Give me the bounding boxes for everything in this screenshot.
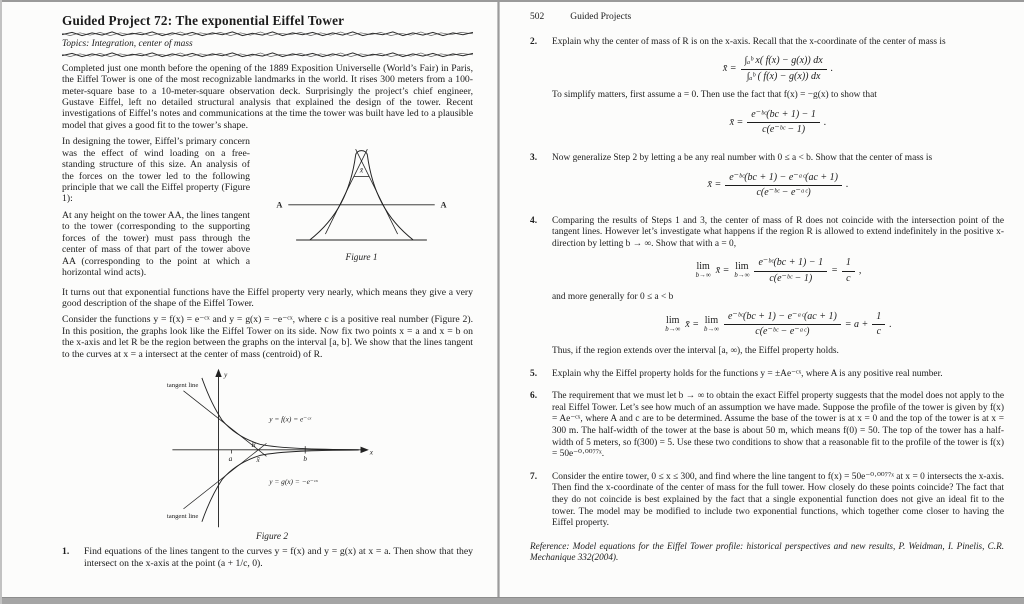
lim-subscript: b→∞ xyxy=(695,272,711,280)
tangent-line-lower xyxy=(183,444,266,509)
limit-formula-a0 xyxy=(552,257,1004,285)
tower-right-profile xyxy=(367,155,413,240)
figure2-drawing xyxy=(163,365,381,531)
step-text: The requirement that we must let b → ∞ to obtain the exact Eiffel property suggests that the model does not apply to the real Eiffel Tower. Let’s see how much of an assumption we have made. Suppose the profile of the tower is given by f(x) = Ae⁻ᶜˣ, where A and c are to be determined. Assume the base of the tower is at x = 0 and the top of the tower is at x = 300 m. The half-width of the tower at the base is about 50 m, which means f(0) = 50. The top of the tower has a half-width of 5 meters, so f(300) = 5. Use these two conditions to show that a reasonable fit to the profile of the tower is f(x) = 50e⁻⁰·⁰⁰⁷⁷ˣ. xyxy=(552,391,1004,460)
curve-g-label: y = g(x) = −e⁻ᶜˣ xyxy=(269,477,318,487)
tick-b-label: b xyxy=(303,454,308,464)
figure2-caption: Figure 2 xyxy=(256,532,288,543)
step-text: Now generalize Step 2 by letting a be any real number with 0 ≤ a < b. Show that the center of mass is xyxy=(552,152,933,163)
step-number: 5. xyxy=(530,368,538,379)
lim-word: lim xyxy=(704,315,719,327)
fraction xyxy=(724,311,841,339)
step-text: Comparing the results of Steps 1 and 3, the center of mass of R does not coincide with the intersection point of the tangent lines. However let’s investigate what happens if the region R is allowed to extend indefinitely in the positive x-direction by letting b → ∞. Show that with a = 0, xyxy=(552,215,1004,249)
page-right xyxy=(500,0,1024,604)
paragraph-eiffel-property: At any height on the tower AA, the lines tangent to the tower (corresponding to the supporting forces of the tower) must pass through the center of mass of that part of the tower above AA (corresponding to the point at which a horizontal wind acts). xyxy=(62,209,250,279)
lim-word: lim xyxy=(735,261,749,273)
fraction xyxy=(725,172,842,200)
formula-end: . xyxy=(889,318,892,330)
y-axis-arrow xyxy=(215,369,221,377)
limit-operator xyxy=(665,316,680,334)
simplified-formula xyxy=(552,109,1004,137)
fraction xyxy=(754,257,827,285)
figure1 xyxy=(250,136,473,283)
scan-left-edge xyxy=(0,0,2,604)
running-header xyxy=(530,12,1004,24)
fraction xyxy=(747,109,820,137)
step-number: 7. xyxy=(530,471,538,482)
limit-operator xyxy=(704,316,719,334)
page-number: 502 xyxy=(530,12,545,22)
lim-subscript: b→∞ xyxy=(665,326,681,334)
formula-lhs: x̄ = xyxy=(707,179,722,191)
x-axis-label: x xyxy=(369,447,374,457)
paragraph-consider: Consider the functions y = f(x) = e⁻ᶜˣ and y = g(x) = −e⁻ᶜˣ, where c is a positive real number (Figure 2). In this position, the graphs look like the Eiffel Tower on its side. Now fix two points x = a and x = b on the x-axis and let R be the region between the graphs on the interval [a, b]. We show that the lines tangent to the curves at x = a intersect at the center of mass (centroid) of R. xyxy=(62,314,473,360)
curve-f-label: y = f(x) = e⁻ᶜˣ xyxy=(269,414,312,424)
formula-mid: x̄ = xyxy=(715,265,730,277)
figure1-drawing xyxy=(259,142,464,252)
paragraph-intro: Completed just one month before the opening of the 1889 Exposition Universelle (World’s Fair) in Paris, the Eiffel Tower is one of the most recognizable landmarks in the world. It rises 300 meters from a 100-meter-square base to a 10-meter-square observation deck. Surprisingly the project’s chief engineer, Gustave Eiffel, left no detailed structural analysis that explained the design of the tower. Recent investigations of Eiffel’s notes and communications at the time the tower was built have led to a plausible model that gives a good fit to the tower’s shape. xyxy=(62,62,473,131)
y-axis-label: y xyxy=(224,370,228,380)
fraction-numerator: e⁻ᵇᶜ(bc + 1) − e⁻ᵃᶜ(ac + 1) xyxy=(725,172,842,187)
decorative-rule xyxy=(62,31,473,37)
fraction-denominator: c xyxy=(846,272,851,284)
tick-a-label: a xyxy=(228,454,233,464)
step-text: and more generally for 0 ≤ a < b xyxy=(552,292,674,303)
x-axis-arrow xyxy=(361,447,369,453)
fraction-denominator: c(e⁻ᵇᶜ − 1) xyxy=(769,272,813,284)
step-number: 6. xyxy=(530,391,538,402)
center-of-mass-formula xyxy=(552,55,1004,83)
page-title: Guided Project 72: The exponential Eiffel Tower xyxy=(62,13,345,28)
fraction-denominator: c(e⁻ᵇᶜ − 1) xyxy=(762,124,806,136)
formula-end: . xyxy=(823,116,827,128)
scan-top-edge xyxy=(0,0,1024,2)
lim-subscript: b→∞ xyxy=(703,326,719,334)
step-text: Consider the entire tower, 0 ≤ x ≤ 300, and find where the line tangent to f(x) = 50e⁻⁰·⁰⁰⁷⁷ˣ at x = 0 intersects the x-axis. Then find the x-coordinate of the center of mass for the full tower. How closely do these points coincide? The fact that they do not coincide is best explained by the fact that a single exponential function does not give an ideal fit to the tower. The model may be modified to include two exponential functions, which together come closer to having the Eiffel property. xyxy=(552,471,1004,529)
tick-xbar-label: x̄ xyxy=(256,455,260,465)
step-text: To simplify matters, first assume a = 0. Then use the fact that f(x) = −g(x) to show that xyxy=(552,90,877,101)
step-number: 3. xyxy=(530,152,538,163)
page-gutter-divider xyxy=(497,0,500,604)
fraction-denominator: c(e⁻ᵇᶜ − e⁻ᵃᶜ) xyxy=(756,187,811,199)
equals-sign: = a + xyxy=(844,318,869,330)
lim-subscript: b→∞ xyxy=(734,272,750,280)
limit-formula-general xyxy=(552,311,1004,339)
equals-sign: = xyxy=(831,265,838,277)
step-text: Find equations of the lines tangent to the curves y = f(x) and y = g(x) at x = a. Then show that they intersect on the x-axis at the point (a + 1/c, 0). xyxy=(84,546,473,569)
figure2 xyxy=(162,365,382,543)
fraction-denominator: ∫ₐᵇ ( f(x) − g(x)) dx xyxy=(746,70,821,82)
scan-bottom-edge xyxy=(0,597,1024,604)
step-number: 4. xyxy=(530,215,538,226)
tangent-line-label-upper: tangent line xyxy=(166,382,199,390)
fraction-numerator: 1 xyxy=(872,311,885,326)
fraction-numerator: 1 xyxy=(842,257,855,272)
tangent-line-label-lower: tangent line xyxy=(166,513,199,521)
project-step-5 xyxy=(530,369,1004,383)
fraction-numerator: e⁻ᵇᶜ(bc + 1) − 1 xyxy=(754,257,827,272)
running-head: Guided Projects xyxy=(570,12,632,22)
figure1-caption: Figure 1 xyxy=(345,253,378,264)
page-left xyxy=(0,0,497,604)
fraction-denominator: c xyxy=(876,326,882,338)
formula-mid: x̄ = xyxy=(685,318,699,330)
tangent-line-right xyxy=(356,149,398,234)
xbar-label: x̄ xyxy=(359,165,364,175)
project-step-2 xyxy=(530,37,1004,144)
paragraph-design: In designing the tower, Eiffel’s primary concern was the effect of wind loading on a free-standing structure of this size. An analysis of the forces on the tower led to the following principle that we call the Eiffel property (Figure 1): xyxy=(62,136,250,205)
fraction-denominator: c(e⁻ᵇᶜ − e⁻ᵃᶜ) xyxy=(755,326,810,338)
fraction-numerator: e⁻ᵇᶜ(bc + 1) − 1 xyxy=(747,109,820,124)
topics-line: Topics: Integration, center of mass xyxy=(62,38,193,49)
formula-end: . xyxy=(830,63,834,75)
lim-word: lim xyxy=(696,261,710,273)
step-number: 1. xyxy=(62,546,70,558)
formula-lhs: x̄ = xyxy=(729,116,744,128)
tangent-line-left xyxy=(325,149,367,234)
formula-end: . xyxy=(846,179,849,191)
project-step-1 xyxy=(62,546,473,571)
tower-left-profile xyxy=(310,155,356,240)
project-step-3 xyxy=(530,153,1004,207)
formula-lhs: x̄ = xyxy=(722,63,737,75)
project-step-6 xyxy=(530,391,1004,463)
step-text: Explain why the Eiffel property holds for the functions y = ±Ae⁻ᶜˣ, where A is any positive real number. xyxy=(552,368,943,379)
region-R-label: R xyxy=(251,442,256,450)
formula-end: , xyxy=(858,265,862,277)
paragraph-exponential: It turns out that exponential functions have the Eiffel property very nearly, which means they give a very good description of the shape of the Eiffel Tower. xyxy=(62,286,473,309)
limit-operator xyxy=(696,262,711,280)
fraction-numerator: e⁻ᵇᶜ(bc + 1) − e⁻ᵃᶜ(ac + 1) xyxy=(724,311,841,326)
fraction-result xyxy=(842,257,855,285)
figure1-section xyxy=(62,136,473,283)
limit-operator xyxy=(734,262,749,280)
lim-word: lim xyxy=(666,315,680,327)
step-text: Thus, if the region extends over the interval [a, ∞), the Eiffel property holds. xyxy=(552,345,839,356)
generalized-formula xyxy=(552,172,1004,200)
A-label-left: A xyxy=(276,201,283,211)
decorative-rule xyxy=(62,52,473,58)
project-step-4 xyxy=(530,216,1004,360)
A-label-right: A xyxy=(440,201,447,211)
step-number: 2. xyxy=(530,36,538,47)
fraction-numerator: ∫ₐᵇ x( f(x) − g(x)) dx xyxy=(741,55,827,70)
project-step-7 xyxy=(530,472,1004,532)
step-text: Explain why the center of mass of R is on the x-axis. Recall that the x-coordinate of the center of mass is xyxy=(552,36,946,47)
figure1-side-text xyxy=(62,136,250,283)
fraction-result xyxy=(872,311,885,339)
reference-citation: Reference: Model equations for the Eiffel Tower profile: historical perspectives and new results, P. Weidman, I. Pinelis, C.R. Mechanique 332(2004). xyxy=(530,540,1004,563)
fraction xyxy=(741,55,827,83)
